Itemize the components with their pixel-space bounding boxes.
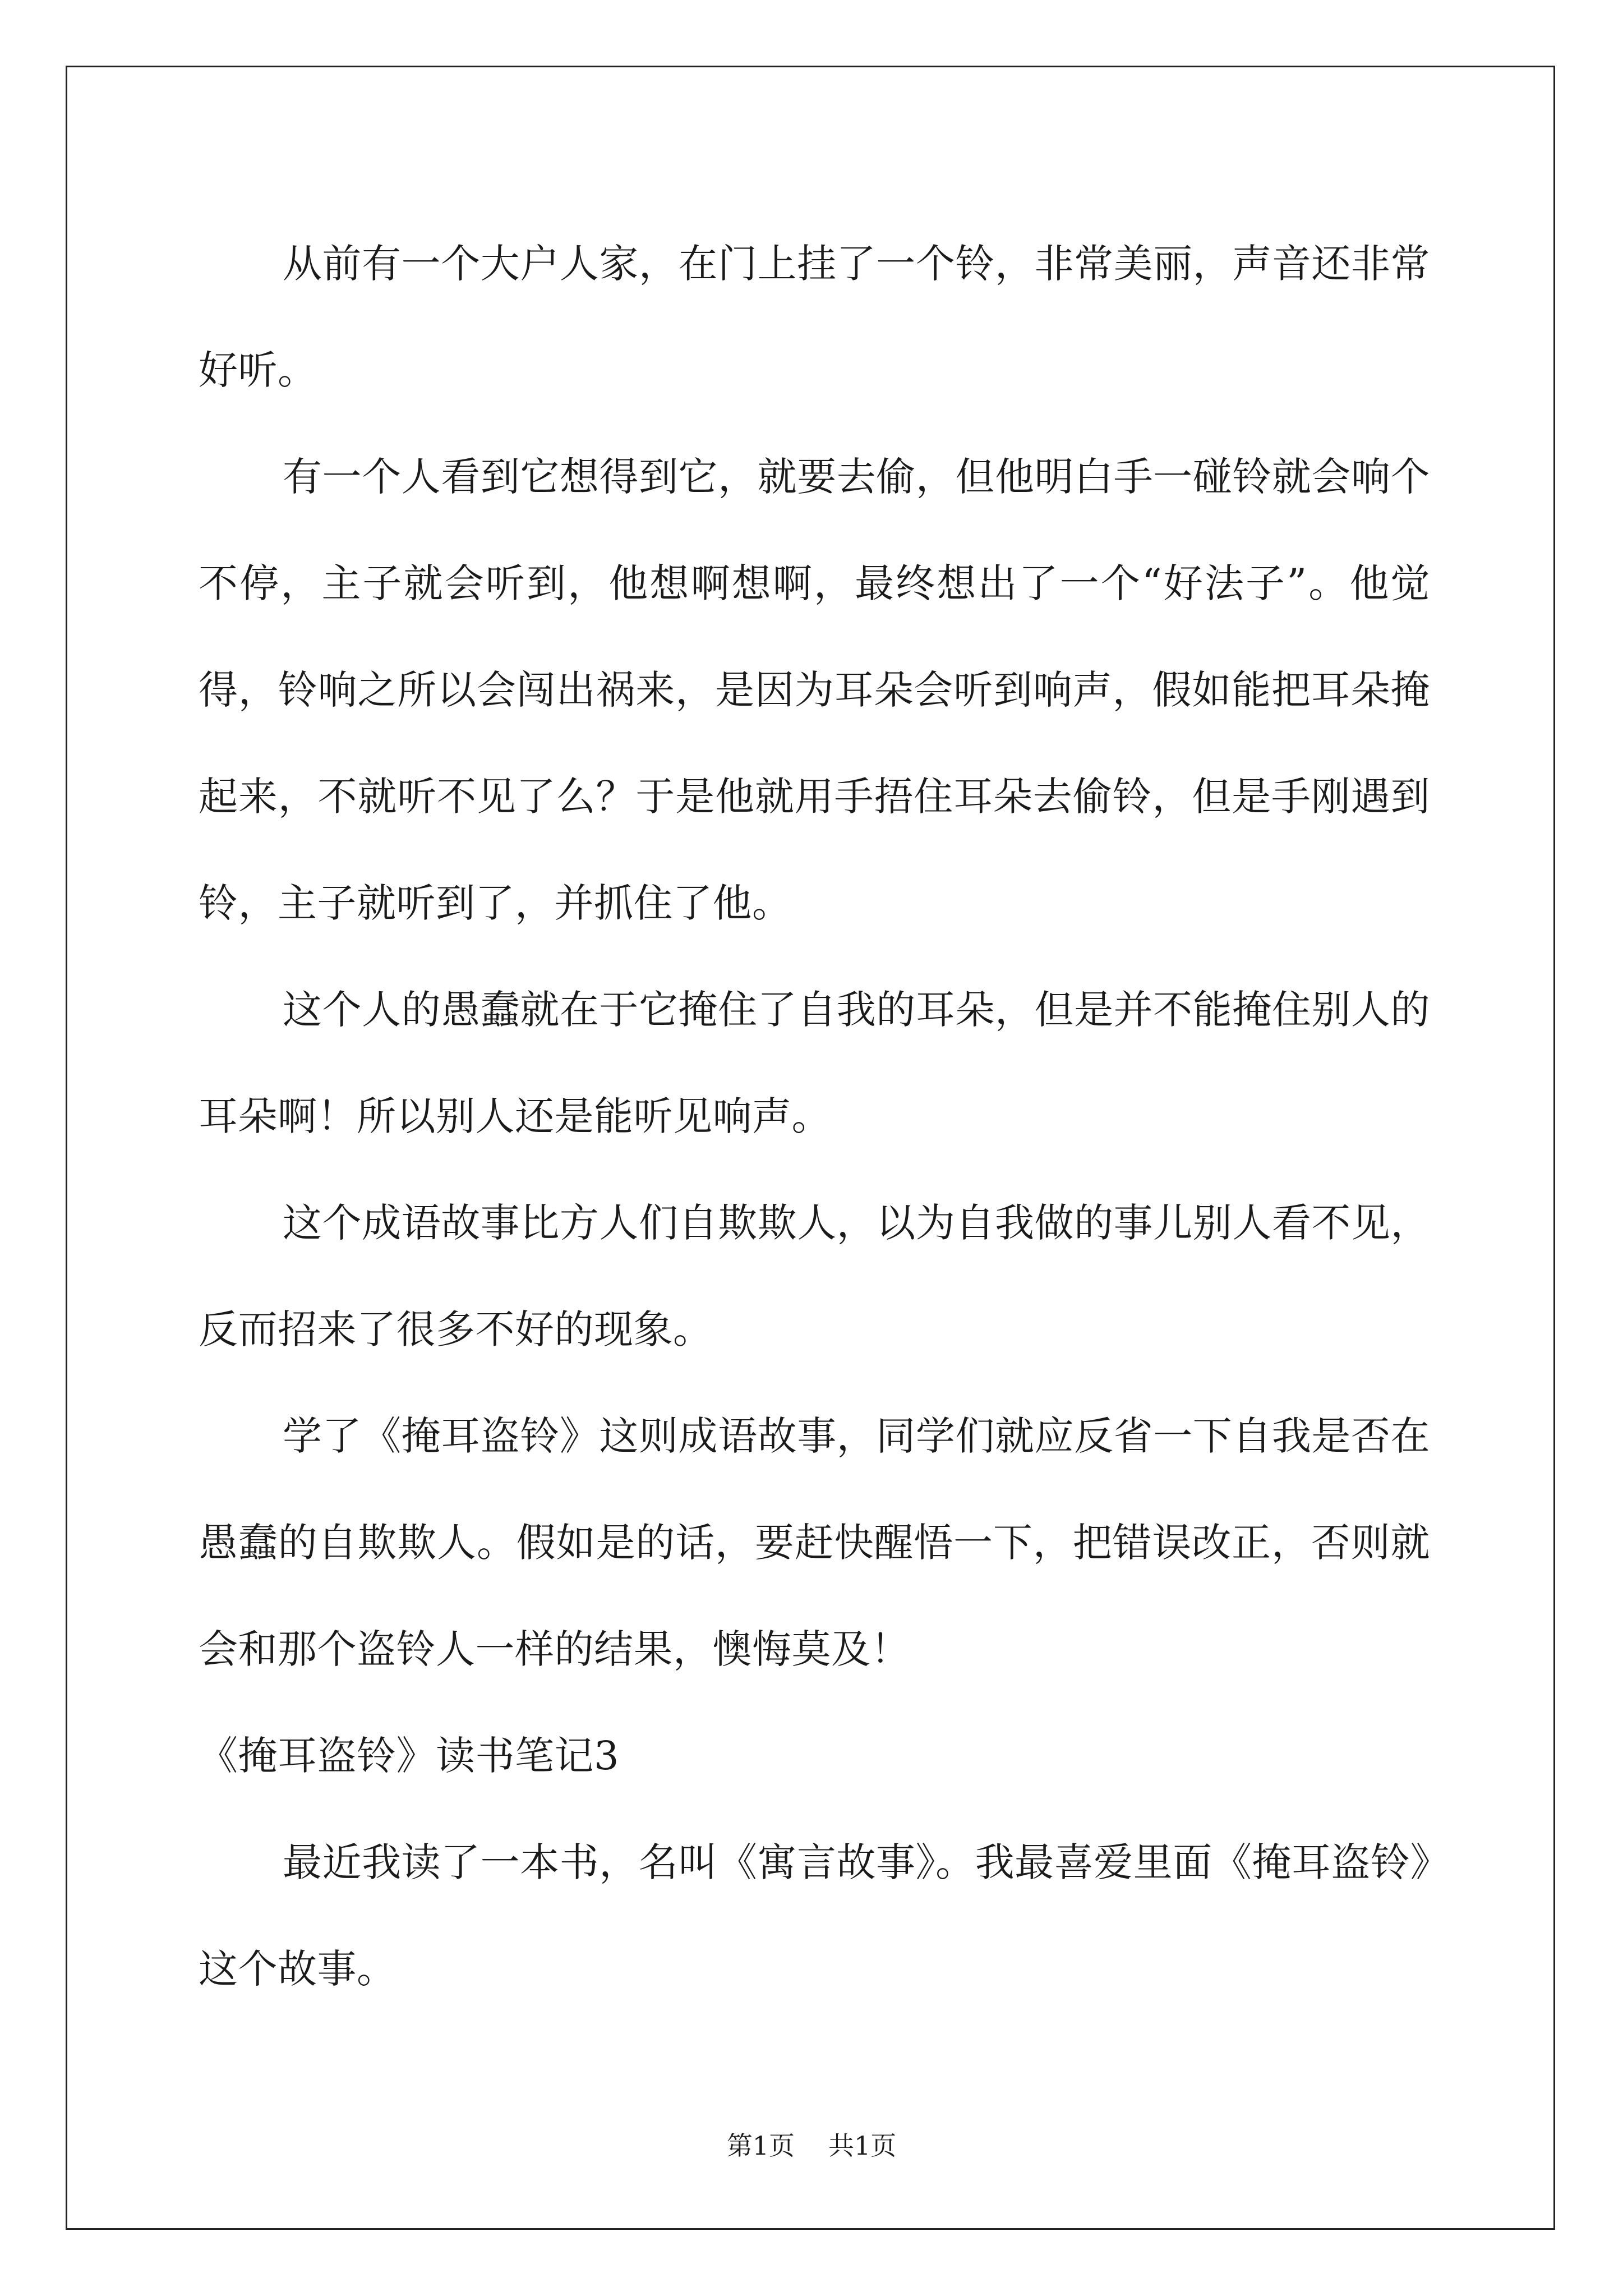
paragraph: 从前有一个大户人家，在门上挂了一个铃，非常美丽，声音还非常好听。: [199, 241, 1430, 393]
paragraph: 这个成语故事比方人们自欺欺人，以为自我做的事儿别人看不见，反而招来了很多不好的现象。: [199, 1200, 1430, 1352]
page-number-current: 第1页: [726, 2131, 795, 2161]
section-heading: 《掩耳盗铃》读书笔记3: [199, 1733, 620, 1779]
paragraph: 学了《掩耳盗铃》这则成语故事，同学们就应反省一下自我是否在愚蠢的自欺欺人。假如是的话，要赶快醒悟一下，把错误改正，否则就会和那个盗铃人一样的结果，懊悔莫及！: [199, 1413, 1430, 1672]
page-footer: [0, 2129, 1623, 2162]
document-body: [199, 210, 1430, 2022]
paragraph: 这个人的愚蠢就在于它掩住了自我的耳朵，但是并不能掩住别人的耳朵啊！所以别人还是能听见响声。: [199, 987, 1430, 1139]
paragraph: 最近我读了一本书，名叫《寓言故事》。我最喜爱里面《掩耳盗铃》这个故事。: [199, 1839, 1430, 1992]
page-number-total: 共1页: [828, 2131, 897, 2161]
paragraph: 有一个人看到它想得到它，就要去偷，但他明白手一碰铃就会响个不停，主子就会听到，他想啊想啊，最终想出了一个“好法子”。他觉得，铃响之所以会闯出祸来，是因为耳朵会听到响声，假如能把耳朵掩起来，不就听不见了么？于是他就用手捂住耳朵去偷铃，但是手刚遇到铃，主子就听到了，并抓住了他。: [199, 454, 1430, 926]
